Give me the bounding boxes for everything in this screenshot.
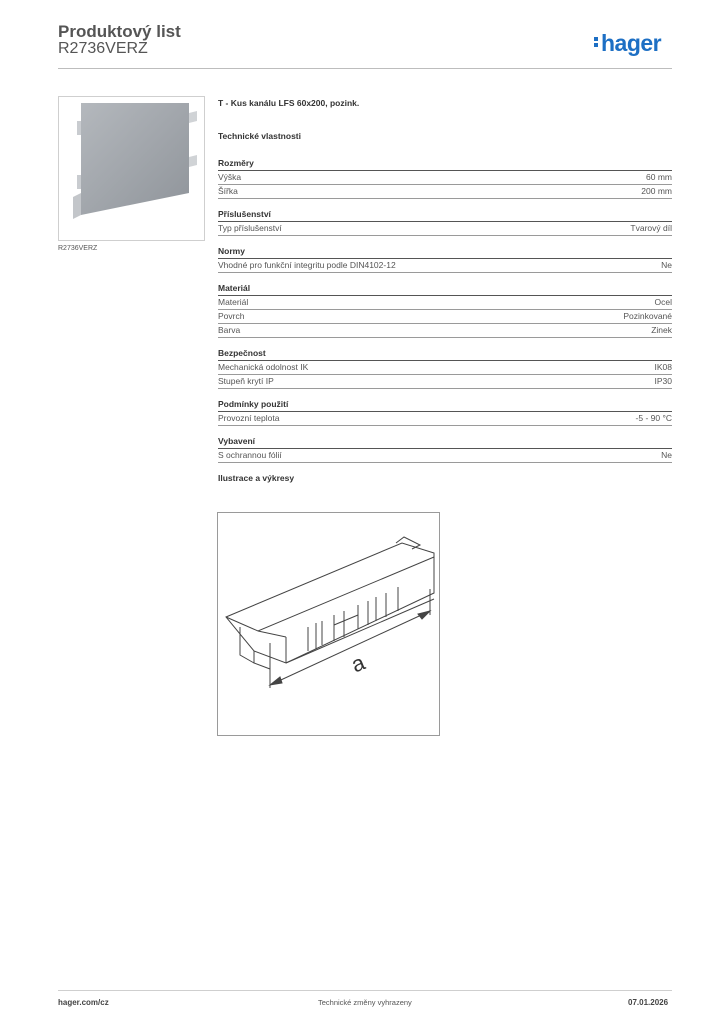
spec-row [218,222,672,236]
spec-value: Tvarový díl [630,223,672,233]
footer-date: 07.01.2026 [628,998,669,1007]
spec-value: Pozinkované [623,311,672,321]
spec-value: 60 mm [646,172,672,182]
spec-label: Barva [218,325,241,335]
section-title: Bezpečnost [218,347,672,361]
header-divider [58,68,672,69]
hager-logo[interactable] [594,30,661,57]
section-title: Příslušenství [218,208,672,222]
spec-value: Ne [661,450,672,460]
section-title: Normy [218,245,672,259]
spec-label: Šířka [218,186,238,196]
section-title: Podmínky použití [218,398,672,412]
page-title: Produktový list [58,22,181,41]
section-title: Materiál [218,282,672,296]
spec-row [218,324,672,338]
spec-section [218,245,672,273]
footer-divider [58,990,672,991]
spec-content [218,98,672,483]
spec-section [218,435,672,463]
footer-notice: Technické změny vyhrazeny [318,998,412,1007]
spec-sections [218,157,672,463]
spec-label: Typ příslušenství [218,223,282,233]
spec-section [218,398,672,426]
spec-section [218,208,672,236]
spec-value: Ne [661,260,672,270]
section-title: Vybavení [218,435,672,449]
tech-heading: Technické vlastnosti [218,131,301,141]
logo-colon-icon [594,35,599,49]
spec-section [218,157,672,199]
cable-channel-photo-icon [59,97,204,240]
technical-drawing [217,512,440,736]
spec-label: S ochrannou fólií [218,450,282,460]
spec-label: Provozní teplota [218,413,280,423]
spec-value: 200 mm [641,186,672,196]
spec-row [218,296,672,310]
spec-row [218,361,672,375]
spec-label: Povrch [218,311,245,321]
footer-website-link[interactable]: hager.com/cz [58,998,109,1007]
spec-value: IK08 [654,362,672,372]
spec-row [218,185,672,199]
spec-row [218,412,672,426]
spec-label: Vhodné pro funkční integritu podle DIN4102-12 [218,260,396,270]
product-title: T - Kus kanálu LFS 60x200, pozink. [218,98,360,108]
spec-value: Ocel [654,297,672,307]
spec-label: Materiál [218,297,249,307]
spec-row [218,259,672,273]
spec-section [218,282,672,338]
spec-section [218,347,672,389]
spec-row [218,171,672,185]
spec-label: Mechanická odolnost IK [218,362,309,372]
channel-drawing-icon [218,513,439,735]
spec-label: Stupeň krytí IP [218,376,274,386]
logo-text: hager [601,30,662,56]
spec-value: -5 - 90 °C [635,413,672,423]
spec-row [218,310,672,324]
photo-caption: R2736VERZ [58,245,98,252]
product-code: R2736VERZ [58,40,148,57]
illustration-heading: Ilustrace a výkresy [218,473,295,483]
product-photo [58,96,205,241]
spec-row [218,375,672,389]
spec-value: IP30 [654,376,672,386]
section-title: Rozměry [218,157,672,171]
spec-label: Výška [218,172,242,182]
spec-row [218,449,672,463]
dimension-label: a [347,649,369,678]
spec-value: Zinek [651,325,672,335]
